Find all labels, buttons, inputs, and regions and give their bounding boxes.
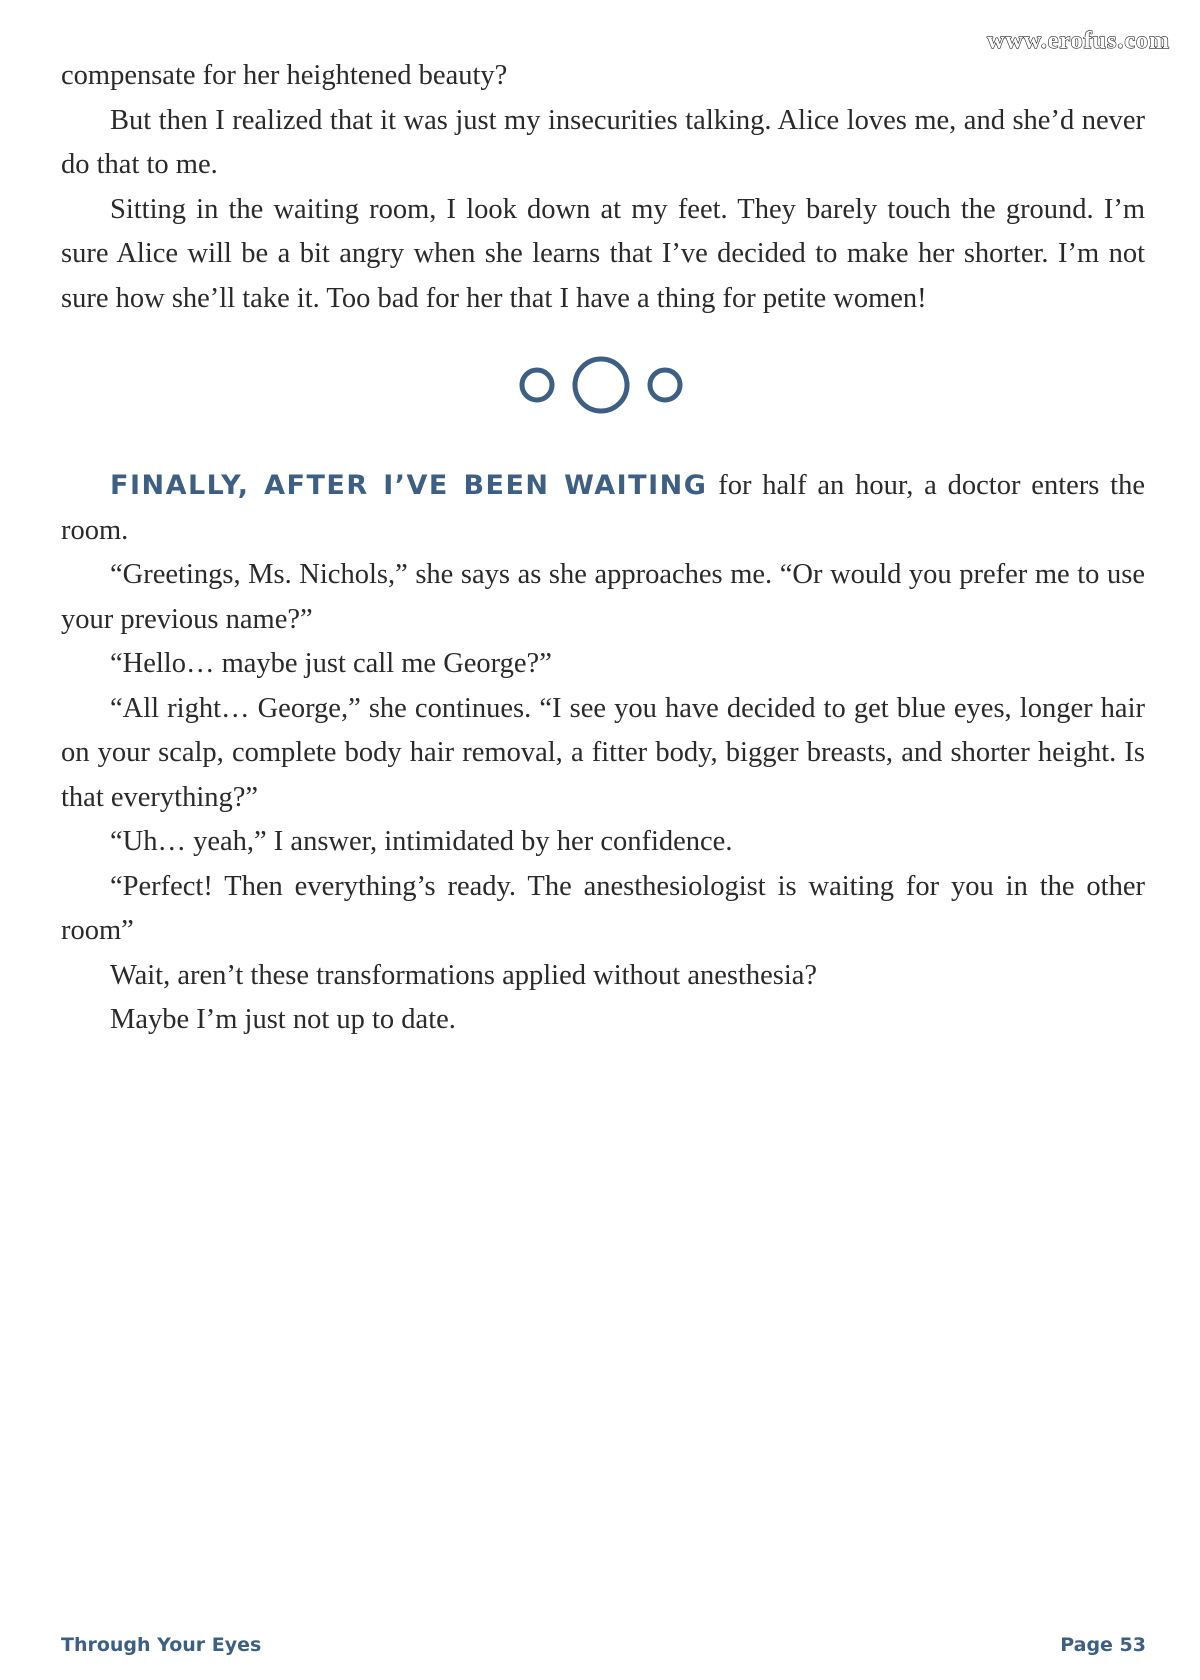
paragraph: “Perfect! Then everything’s ready. The anesthesiologist is waiting for you in the other room” [61, 870, 1145, 946]
paragraph-lead [61, 464, 1145, 553]
lead-caps: FINALLY, AFTER I’VE BEEN WAITING [110, 470, 708, 501]
three-circles-icon [61, 324, 1145, 464]
paragraph: Maybe I’m just not up to date. [110, 1004, 456, 1035]
section-2 [61, 464, 1145, 1043]
paragraph: “All right… George,” she continues. “I see you have decided to get blue eyes, longer hair on your scalp, complete body hair removal, a fitter body, bigger breasts, and shorter height. Is that everything?” [61, 692, 1145, 813]
paragraph: “Uh… yeah,” I answer, intimidated by her confidence. [110, 826, 733, 857]
paragraph: compensate for her heightened beauty? [61, 60, 508, 91]
paragraph: “Greetings, Ms. Nichols,” she says as she approaches me. “Or would you prefer me to use your previous name?” [61, 559, 1145, 635]
watermark: www.erofus.com [987, 28, 1170, 54]
paragraph: But then I realized that it was just my insecurities talking. Alice loves me, and she’d never do that to me. [61, 104, 1145, 180]
page-body [61, 54, 1145, 1043]
paragraph: “Hello… maybe just call me George?” [110, 648, 552, 679]
paragraph: Wait, aren’t these transformations applied without anesthesia? [110, 959, 818, 991]
lead-rest: for half an hour, a doctor enters the room. [61, 470, 1145, 546]
section-separator [61, 324, 1145, 464]
paragraph: Sitting in the waiting room, I look down at my feet. They barely touch the ground. I’m sure Alice will be a bit angry when she learns that I’ve decided to make her shorter. I’m not sure how she’ll take it. Too bad for her that I have a thing for petite women! [61, 193, 1145, 314]
footer-book-title: Through Your Eyes [61, 1634, 262, 1656]
footer-page-number: Page 53 [1060, 1634, 1146, 1656]
